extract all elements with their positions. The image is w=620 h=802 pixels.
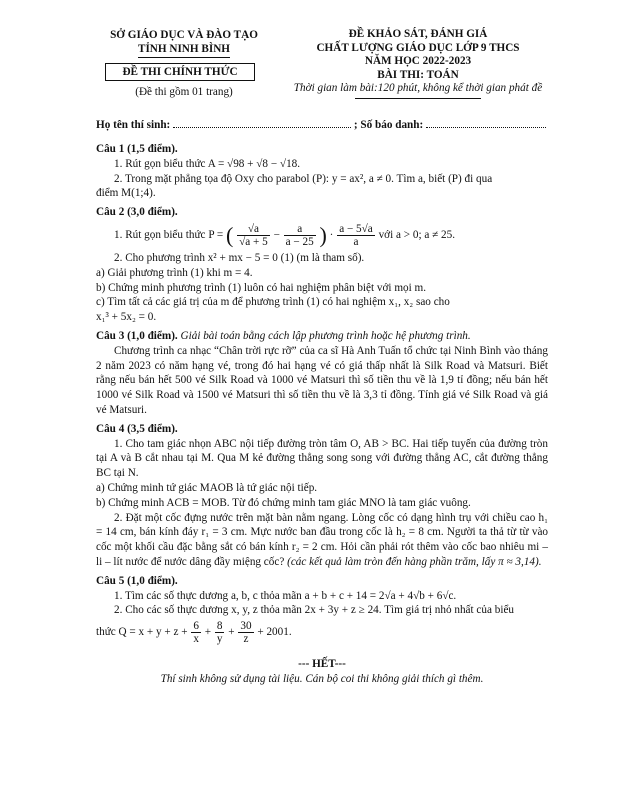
q5-expression-tail: + 2001. xyxy=(257,626,292,639)
q2-part2-c-line1: c) Tìm tất cả các giá trị của m để phương trình (1) có hai nghiệm x₁, x₂ sao cho xyxy=(96,296,450,309)
candidate-info-line xyxy=(96,118,548,131)
fraction-1 xyxy=(237,223,270,248)
q4-part2-text: 2. Đặt một cốc đựng nước trên mặt bàn nằm ngang. Lòng cốc có dạng hình trụ với chiều cao h₁ = 14 cm, bán kính đáy r₁ = 3 cm. Mực nước ban đầu trong cốc là h₂ = 8 cm. Người ta thả từ từ vào cốc một khối cầu đặc bằng sắt có bán kính r₂ = 2 cm. Hỏi cần phải rót thêm vào cốc bao nhiêu mi – li – lít nước để nước dâng đầy miệng cốc? xyxy=(96,511,548,568)
fraction-3-den: a xyxy=(353,235,359,248)
frac-6-num: 6 xyxy=(193,620,199,633)
fraction-1-num: √a xyxy=(237,223,270,236)
q2-part2-c-line2: x₁³ + 5x₂ = 0. xyxy=(96,311,157,324)
question-3-subtitle: Giải bài toán bằng cách lập phương trình hoặc hệ phương trình. xyxy=(180,329,471,342)
exam-title-block xyxy=(258,28,578,99)
q4-part1-a: a) Chứng minh tứ giác MAOB là tứ giác nội tiếp. xyxy=(96,481,318,494)
q5-expression-lead: thức Q = x + y + z + xyxy=(96,626,188,639)
left-paren: ( xyxy=(226,222,234,248)
fraction-30-over-z xyxy=(238,620,253,645)
frac-8-num: 8 xyxy=(216,620,223,633)
fraction-3-num: a − 5√a xyxy=(339,222,373,235)
q2-part2: 2. Cho phương trình x² + mx − 5 = 0 (1) (m là tham số). xyxy=(114,251,365,264)
q1-part2-line1: 2. Trong mặt phẳng tọa độ Oxy cho parabol (P): y = ax², a ≠ 0. Tìm a, biết (P) đi qua xyxy=(114,172,493,185)
exam-body xyxy=(96,142,548,687)
exam-title-2: CHẤT LƯỢNG GIÁO DỤC LỚP 9 THCS xyxy=(316,41,520,54)
candidate-name-label: Họ tên thí sinh: xyxy=(96,119,171,131)
q4-part2 xyxy=(96,511,548,570)
q2-part2-b: b) Chứng minh phương trình (1) luôn có hai nghiệm phân biệt với mọi m. xyxy=(96,281,427,294)
page-count-note: (Đề thi gồm 01 trang) xyxy=(135,86,233,98)
province-name: TỈNH NINH BÌNH xyxy=(138,42,230,58)
end-marker: --- HẾT--- xyxy=(298,658,346,671)
q2-part1: 1. Rút gọn biểu thức P = ( $\frac{√a}{√a + 5}$ − $\frac{a}{a - 25}$ ) · $\frac{a - 5√a}{a}$ với a > 0; a ≠ 25. xyxy=(114,222,456,248)
fraction-8-over-y xyxy=(215,620,225,645)
frac-30-den: z xyxy=(243,633,249,646)
q4-part2-note: (các kết quả làm tròn đến hàng phần trăm, lấy π ≈ 3,14). xyxy=(287,555,542,568)
question-2-title: Câu 2 (3,0 điểm). xyxy=(96,206,178,219)
q5-part2-line1: 2. Cho các số thực dương x, y, z thỏa mãn 2x + 3y + z ≥ 24. Tìm giá trị nhỏ nhất của biểu xyxy=(114,604,515,617)
right-paren: ) xyxy=(319,222,327,248)
question-3-text: Chương trình ca nhạc “Chân trời rực rỡ” của ca sĩ Hà Anh Tuấn tổ chức tại Ninh Bình vào tháng 2 năm 2023 có năm hạng vé, trong đó hai hạng vé có giá thấp nhất là Silk Road và Matsuri. Biết rằng nếu bán hết 500 vé Silk Road và 1000 vé Matsuri thì số tiền thu về là 1,9 tỉ đồng; nếu bán hết 1000 vé Silk Road và 1500 vé Matsuri thì số tiền thu về là 3,3 tỉ đồng. Tính giá vé Silk Road và giá vé Matsuri. xyxy=(96,344,548,416)
frac-6-den: x xyxy=(193,633,199,646)
candidate-id-field[interactable] xyxy=(426,118,546,128)
q5-part2-line2: thức Q = x + y + z + $\frac{6}{x}$ + $\frac{8}{y}$ + $\frac{30}{z}$ + 2001. xyxy=(96,620,292,646)
fraction-6-over-x xyxy=(191,620,201,645)
time-limit: Thời gian làm bài:120 phút, không kể thời gian phát đề xyxy=(293,82,543,94)
title-underline xyxy=(355,98,481,99)
department-header xyxy=(96,28,272,58)
candidate-id-label: ; Số báo danh: xyxy=(353,119,424,131)
fraction-2-num: a xyxy=(284,223,316,236)
candidate-name-field[interactable] xyxy=(173,118,351,128)
q1-part2-line2: điểm M(1;4). xyxy=(96,187,156,200)
fraction-3 xyxy=(337,223,375,248)
q2-part2-a: a) Giải phương trình (1) khi m = 4. xyxy=(96,266,253,279)
q2-part1-lead: 1. Rút gọn biểu thức P = xyxy=(114,229,224,242)
q4-part1-b: b) Chứng minh ACB = MOB. Từ đó chứng minh tam giác MNO là tam giác vuông. xyxy=(96,496,471,509)
frac-30-num: 30 xyxy=(240,620,252,633)
q1-part1: 1. Rút gọn biểu thức A = √98 + √8 − √18. xyxy=(114,157,301,170)
exam-title-1: ĐỀ KHẢO SÁT, ĐÁNH GIÁ xyxy=(348,28,488,40)
fraction-2-den: a − 25 xyxy=(285,235,314,248)
exam-subject: BÀI THI: TOÁN xyxy=(377,68,459,81)
official-exam-box: ĐỀ THI CHÍNH THỨC xyxy=(105,63,255,81)
question-4-title: Câu 4 (3,5 điểm). xyxy=(96,422,178,435)
question-5-title: Câu 5 (1,0 điểm). xyxy=(96,574,178,587)
question-3-heading xyxy=(96,329,548,344)
footer-note: Thí sinh không sử dụng tài liệu. Cán bộ coi thi không giải thích gì thêm. xyxy=(160,672,484,685)
q2-part1-condition: với a > 0; a ≠ 25. xyxy=(378,229,456,242)
frac-8-den: y xyxy=(216,633,223,646)
question-3-title: Câu 3 (1,0 điểm). xyxy=(96,329,178,342)
fraction-1-den: √a + 5 xyxy=(239,235,268,248)
department-name: SỞ GIÁO DỤC VÀ ĐÀO TẠO xyxy=(110,29,258,41)
q5-part1: 1. Tìm các số thực dương a, b, c thỏa mãn a + b + c + 14 = 2√a + 4√b + 6√c. xyxy=(114,589,457,602)
school-year: NĂM HỌC 2022-2023 xyxy=(364,55,472,67)
fraction-2 xyxy=(284,223,316,248)
q4-part1: 1. Cho tam giác nhọn ABC nội tiếp đường tròn tâm O, AB > BC. Hai tiếp tuyến của đường tròn tại A và B cắt nhau tại M. Qua M kẻ đường thẳng song song với đường thẳng AC, cắt đường thẳng BC tại N. xyxy=(96,437,548,480)
question-1-title: Câu 1 (1,5 điểm). xyxy=(96,143,178,155)
